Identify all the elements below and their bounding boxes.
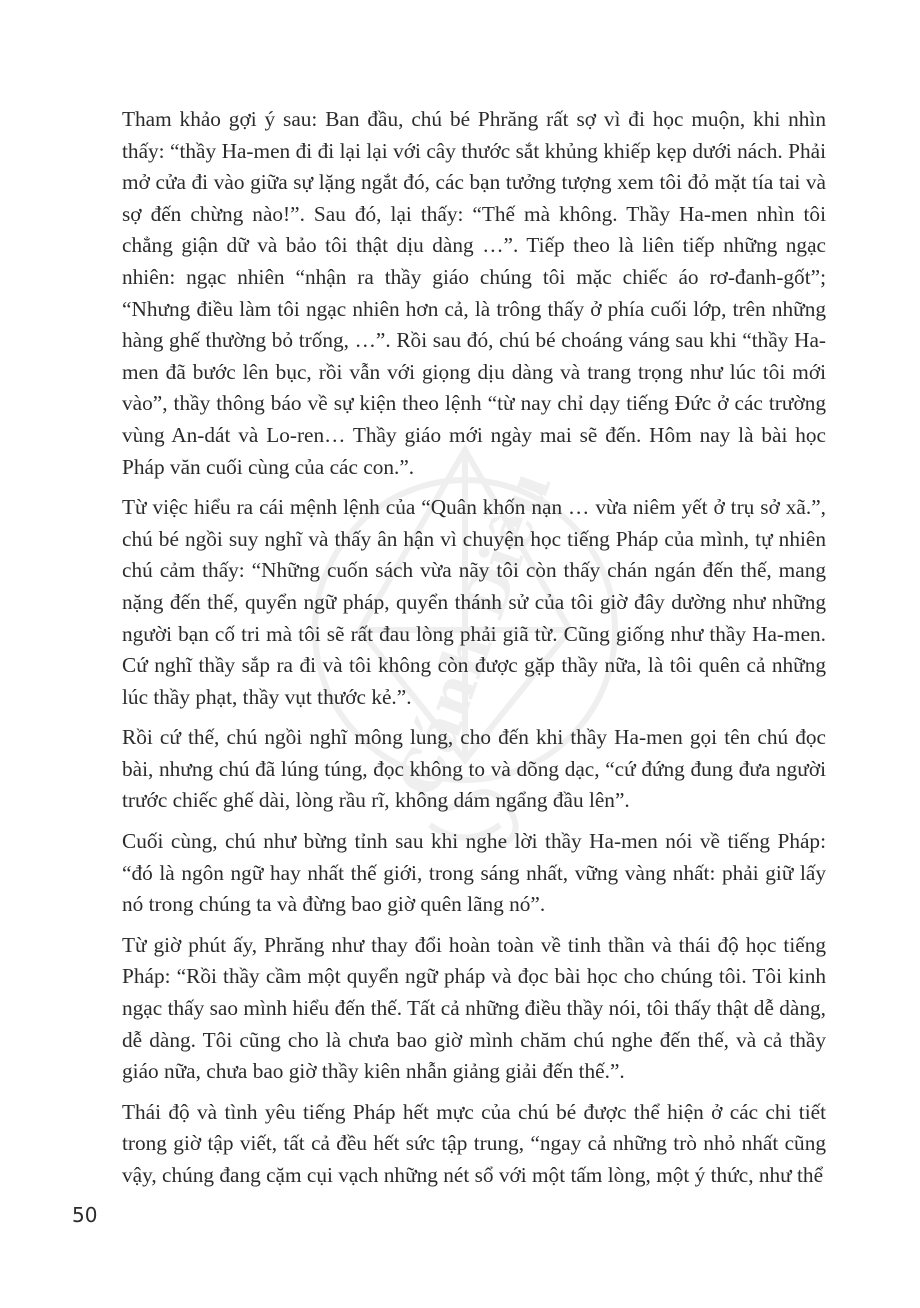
page-number: 50: [72, 1203, 98, 1227]
body-text: [122, 104, 826, 1201]
paragraph-5: Từ giờ phút ấy, Phrăng như thay đổi hoàn toàn về tinh thần và thái độ học tiếng Pháp: “Rồi thầy cầm một quyển ngữ pháp và đọc bài học cho chúng tôi. Tôi kinh ngạc thấy sao mình hiểu đến thế. Tất cả những điều thầy nói, tôi thấy thật dễ dàng, dễ dàng. Tôi cũng cho là chưa bao giờ mình chăm chú nghe đến thế, và cả thầy giáo nữa, chưa bao giờ thầy kiên nhẫn giảng giải đến thế.”.: [122, 932, 826, 1084]
paragraph-6: Thái độ và tình yêu tiếng Pháp hết mực của chú bé được thể hiện ở các chi tiết trong giờ tập viết, tất cả đều hết sức tập trung, “ngay cả những trò nhỏ nhất cũng vậy, chúng đang cặm cụi vạch những nét sổ với một tấm lòng, một ý thức, như thể: [122, 1099, 826, 1187]
paragraph-2: Từ việc hiểu ra cái mệnh lệnh của “Quân khốn nạn … vừa niêm yết ở trụ sở xã.”, chú bé ngồi suy nghĩ và thấy ân hận vì chuyện học tiếng Pháp của mình, tự nhiên chú cảm thấy: “Những cuốn sách vừa nãy tôi còn thấy chán ngán đến thế, mang nặng đến thế, quyển ngữ pháp, quyển thánh sử của tôi giờ đây dường như những người bạn cố tri mà tôi sẽ rất đau lòng phải giã từ. Cũng giống như thầy Ha-men. Cứ nghĩ thầy sắp ra đi và tôi không còn được gặp thầy nữa, là tôi quên cả những lúc thầy phạt, thầy vụt thước kẻ.”.: [122, 495, 826, 709]
paragraph-3: Rồi cứ thế, chú ngồi nghĩ mông lung, cho đến khi thầy Ha-men gọi tên chú đọc bài, nhưng chú đã lúng túng, đọc không to và dõng dạc, “cứ đứng đung đưa người trước chiếc ghế dài, lòng rầu rĩ, không dám ngẩng đầu lên”.: [122, 725, 826, 813]
svg-text:Cánh Diều: Cánh Diều: [384, 462, 565, 805]
paragraph-4: Cuối cùng, chú như bừng tỉnh sau khi nghe lời thầy Ha-men nói về tiếng Pháp: “đó là ngôn ngữ hay nhất thế giới, trong sáng nhất, vững vàng nhất: phải giữ lấy nó trong chúng ta và đừng bao giờ quên lãng nó”.: [122, 829, 826, 917]
paragraph-1: Tham khảo gợi ý sau: Ban đầu, chú bé Phrăng rất sợ vì đi học muộn, khi nhìn thấy: “thầy Ha-men đi đi lại lại với cây thước sắt khủng khiếp kẹp dưới nách. Phải mở cửa đi vào giữa sự lặng ngắt đó, các bạn tưởng tượng xem tôi đỏ mặt tía tai và sợ đến chừng nào!”. Sau đó, lại thấy: “Thế mà không. Thầy Ha-men nhìn tôi chẳng giận dữ và bảo tôi thật dịu dàng …”. Tiếp theo là liên tiếp những ngạc nhiên: ngạc nhiên “nhận ra thầy giáo chúng tôi mặc chiếc áo rơ-đanh-gốt”; “Nhưng điều làm tôi ngạc nhiên hơn cả, là trông thấy ở phía cuối lớp, trên những hàng ghế thường bỏ trống, …”. Rồi sau đó, chú bé choáng váng sau khi “thầy Ha-men đã bước lên bục, rồi vẫn với giọng dịu dàng và trang trọng như lúc tôi mới vào”, thầy thông báo về sự kiện theo lệnh “từ nay chỉ dạy tiếng Đức ở các trường vùng An-dát và Lo-ren… Thầy giáo mới ngày mai sẽ đến. Hôm nay là bài học Pháp văn cuối cùng của các con.”.: [122, 107, 826, 479]
